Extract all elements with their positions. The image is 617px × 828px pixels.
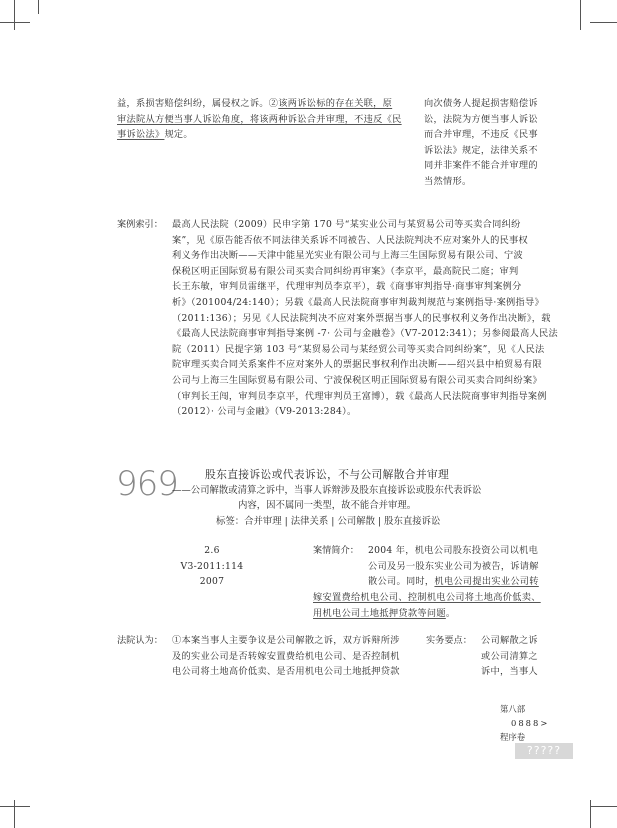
practice-points-line: 或公司清算之 xyxy=(481,650,538,662)
underlined-text: 该两诉讼标的存在关联，原 xyxy=(278,98,393,109)
case-index-line: 析》（201004/24:140）；另载《最高人民法院商事审判裁判规范与案例指导·案例指导》 xyxy=(172,296,545,308)
text-run: 益，系损害赔偿纠纷，属侵权之诉。② xyxy=(117,98,279,109)
case-summary-body-b xyxy=(313,590,573,621)
side-note-line: 讼，法院为方便当事人诉讼 xyxy=(424,113,538,125)
crop-mark xyxy=(14,0,15,30)
case-index-line: 案”，见《原告能否依不同法律关系诉不同被告、人民法院判决不应对案外人的民事权 xyxy=(172,234,529,246)
section-subtitle: 内容，因不属同一类型，故不能合并审理。 xyxy=(238,500,417,511)
footer-part: 第八部 xyxy=(500,704,526,714)
court-opinion-label: 法院认为： xyxy=(117,635,163,646)
crop-mark xyxy=(14,800,15,828)
crop-mark xyxy=(590,800,591,828)
court-opinion-line: ①本案当事人主要争议是公司解散之诉，双方诉辩所涉 xyxy=(172,635,400,646)
text-run: 规定。 xyxy=(164,129,193,141)
practice-points-label: 实务要点： xyxy=(426,635,472,646)
crop-mark xyxy=(590,806,617,807)
underlined-text: 嫁安置费给机电公司、控制机电公司将土地高价低卖、 xyxy=(313,592,541,603)
text-run: 。 xyxy=(445,607,456,619)
case-index-line: （2011:136）；另见《人民法院判决不应对案外票据当事人的民事权利义务作出决断》，载 xyxy=(172,312,551,324)
practice-points-line: 诉中，当事人 xyxy=(481,666,538,678)
crop-mark xyxy=(580,0,581,30)
tag-separator: | xyxy=(331,516,335,527)
section-number: 969 xyxy=(116,464,178,504)
tag-separator: | xyxy=(377,516,382,527)
meta-line: 2.6 xyxy=(204,545,220,556)
underlined-text: 审法院从方便当事人诉讼角度，将该两种诉讼合并审理，不违反《民 xyxy=(117,113,402,125)
underlined-text: 机电公司提出实业公司转 xyxy=(434,576,539,588)
footer-volume: 程序卷 xyxy=(500,732,526,742)
case-index-line: 利义务作出决断——天津中能星光实业有限公司与上海三生国际贸易有限公司、宁波 xyxy=(172,250,524,262)
tags-row xyxy=(216,514,440,529)
practice-points-body xyxy=(481,633,561,680)
meta-line: 2007 xyxy=(199,576,225,588)
case-index-line: 院（2011）民提字第 103 号“某贸易公司与某经贸公司等买卖合同纠纷案”，见《人民法 xyxy=(172,343,545,355)
side-note-line: 诉讼法》规定，法律关系不 xyxy=(424,144,538,156)
tag: 法律关系 xyxy=(290,516,329,527)
top-left-paragraph xyxy=(117,96,417,143)
case-index-body xyxy=(172,217,562,420)
case-index-line: 《最高人民法院商事审判指导案例 -7· 公司与金融卷》（V7-2012:341）；另参阅最高人民法 xyxy=(172,328,558,340)
case-summary-line: 公司及另一股东实业公司为被告，诉请解 xyxy=(368,560,539,572)
case-index-line: 公司与上海三生国际贸易有限公司、宁波保税区明正国际贸易有限公司买卖合同纠纷案》 xyxy=(172,374,543,386)
case-index-line: 院审理买卖合同关系案件不应对案外人的票据民事权利作出决断——绍兴县中柏贸易有限 xyxy=(172,359,543,371)
court-opinion-body xyxy=(172,633,422,680)
tag-separator: | xyxy=(284,516,288,527)
case-index-line: （2012）· 公司与金融》（V9-2013:284）。 xyxy=(172,406,357,418)
side-note-line: 同并非案件不能合并审理的 xyxy=(424,160,538,172)
side-note xyxy=(424,96,554,190)
crop-mark xyxy=(38,0,39,14)
case-summary-body-a xyxy=(368,543,558,590)
text-run: 散公司。同时， xyxy=(368,576,435,588)
case-index-line: 长王东敏，审判员雷继平，代理审判员李京平），载《商事审判指导·商事审判案例分 xyxy=(172,281,522,293)
tag: 公司解散 xyxy=(337,516,375,527)
section-subtitle: ——公司解散或清算之诉中，当事人诉辩涉及股东直接诉讼或股东代表诉讼 xyxy=(172,485,482,496)
crop-mark xyxy=(590,22,617,23)
meta-line: V3-2011:114 xyxy=(180,560,244,572)
meta-info xyxy=(162,543,262,590)
case-index-line: （审判长王闯，审判员李京平，代理审判员王富博），载《最高人民法院商事审判指导案例 xyxy=(172,390,547,402)
case-index-line: 最高人民法院（2009）民申字第 170 号“某实业公司与某贸易公司等买卖合同纠纷 xyxy=(172,219,521,230)
case-summary-line: 2004 年，机电公司股东投资公司以机电 xyxy=(368,545,539,556)
court-opinion-line: 及的实业公司是否转嫁安置费给机电公司、是否控制机 xyxy=(172,650,400,662)
side-note-line: 而合并审理，不违反《民事 xyxy=(424,129,538,141)
watermark-badge: ????? xyxy=(515,743,573,759)
case-index-label: 案例索引： xyxy=(117,219,163,230)
case-summary-label: 案情简介： xyxy=(313,545,359,556)
underlined-text: 用机电公司土地抵押贷款等问题 xyxy=(313,607,446,619)
practice-points-line: 公司解散之诉 xyxy=(481,635,538,646)
crop-mark xyxy=(0,22,30,23)
tag: 合并审理 xyxy=(244,516,282,527)
tags-label: 标签： xyxy=(216,516,245,527)
footer-page-number: 0888> xyxy=(511,718,550,728)
case-index-line: 保税区明正国际贸易有限公司买卖合同纠纷再审案》（李京平，最高院民二庭；审判 xyxy=(172,265,519,277)
court-opinion-line: 电公司将土地高价低卖、是否用机电公司土地抵押贷款 xyxy=(172,666,400,678)
section-title: 股东直接诉讼或代表诉讼，不与公司解散合并审理 xyxy=(205,468,450,481)
side-note-line: 当然情形。 xyxy=(424,175,472,187)
tag: 股东直接诉讼 xyxy=(384,516,441,527)
crop-mark xyxy=(0,806,30,807)
side-note-line: 向次债务人提起损害赔偿诉 xyxy=(424,98,538,109)
underlined-text: 事诉讼法》 xyxy=(117,129,165,141)
